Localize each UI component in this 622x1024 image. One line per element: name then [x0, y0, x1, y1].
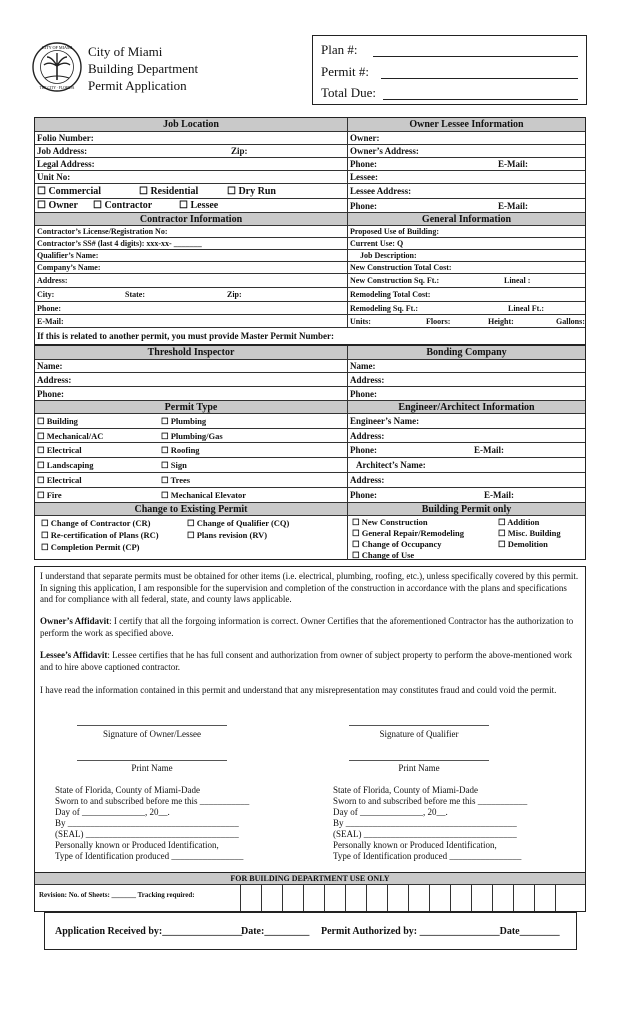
revision-tracking-label: Revision: No. of Sheets: _______ Tracking required:	[39, 891, 195, 899]
tracking-cell[interactable]	[387, 884, 388, 911]
contractor-license-label: Contractor’s License/Registration No:	[37, 227, 168, 236]
lineal-label: Lineal :	[504, 276, 531, 285]
proposed-use-label: Proposed Use of Building:	[350, 227, 439, 236]
folio-number-label: Folio Number:	[37, 133, 94, 143]
permit-roofing-checkbox[interactable]: ☐ Roofing	[161, 445, 200, 455]
permit-understanding-text: I understand that separate permits must be obtained for other items (i.e. electrical, plumbing, roofing, etc.), unless specifically covered by this permit. In signing this application, I am responsible for the supervision and completion of the construction in accordance with the plans and specifications and for compliance with all federal, state, and county laws applicable.	[40, 571, 579, 604]
permit-fire-checkbox[interactable]: ☐ Fire	[37, 490, 62, 500]
lessee-affidavit-text: : Lessee certifies that he has full consent and authorization from owner of subject property to perform the above-mentioned work and to hire above captioned contractor.	[40, 650, 573, 672]
owner-affidavit-title: Owner’s Affidavit	[40, 616, 110, 626]
org-name: City of Miami	[88, 44, 163, 59]
qualifier-notary-block[interactable]	[333, 785, 527, 862]
tracking-cell[interactable]	[471, 884, 472, 911]
engineer-name-label: Engineer’s Name:	[350, 416, 420, 426]
qualifier-name-label: Qualifier’s Name:	[37, 251, 99, 260]
department-use-header: FOR BUILDING DEPARTMENT USE ONLY	[35, 873, 585, 885]
addition-checkbox[interactable]: ☐ Addition	[498, 517, 540, 527]
qualifier-signature-line[interactable]	[349, 725, 489, 726]
contractor-info-header: Contractor Information	[35, 213, 348, 226]
tracking-cell[interactable]	[240, 884, 241, 911]
permit-trees-checkbox[interactable]: ☐ Trees	[161, 475, 191, 485]
owner-email-label: E-Mail:	[498, 159, 528, 169]
notary-line: Personally known or Produced Identification,	[333, 840, 497, 850]
city-seal-logo	[32, 42, 82, 92]
engineer-address-field[interactable]	[348, 429, 585, 443]
qualifier-print-name-label: Print Name	[398, 763, 440, 773]
height-label: Height:	[488, 317, 514, 326]
permit-electrical-2-checkbox[interactable]: ☐ Electrical	[37, 475, 82, 485]
lessee-affidavit-paragraph	[40, 650, 579, 673]
change-occupancy-checkbox[interactable]: ☐ Change of Occupancy	[352, 539, 442, 549]
threshold-inspector-header: Threshold Inspector	[35, 346, 348, 359]
new-construction-sqft-label: New Construction Sq. Ft.:	[350, 276, 440, 285]
inspector-address-label: Address:	[37, 375, 72, 385]
recertification-checkbox[interactable]: ☐ Re-certification of Plans (RC)	[41, 530, 159, 540]
permit-type-header: Permit Type	[35, 401, 348, 414]
affidavit-section	[34, 566, 586, 884]
permit-plumbing-gas-checkbox[interactable]: ☐ Plumbing/Gas	[161, 431, 223, 441]
new-construction-sqft-field[interactable]	[348, 274, 585, 288]
total-due-label: Total Due:	[321, 85, 377, 100]
applicant-owner-checkbox[interactable]: ☐ Owner	[37, 200, 78, 211]
notary-line: Sworn to and subscribed before me this ___________	[333, 796, 528, 806]
plan-number-label: Plan #:	[321, 42, 358, 57]
notary-line: (SEAL) __________________________________	[333, 829, 517, 839]
bonding-phone-label: Phone:	[350, 389, 377, 399]
notary-line: Day of ______________, 20__.	[333, 807, 448, 817]
architect-address-label: Address:	[350, 475, 385, 485]
owner-signature-label: Signature of Owner/Lessee	[103, 729, 201, 739]
plans-revision-checkbox[interactable]: ☐ Plans revision (RV)	[187, 530, 268, 540]
company-name-label: Company’s Name:	[37, 263, 101, 272]
notary-line: By ______________________________________	[55, 818, 239, 828]
architect-email-label: E-Mail:	[484, 490, 514, 500]
tracking-cell[interactable]	[324, 884, 325, 911]
inspector-permit-type-section	[34, 345, 586, 560]
contractor-phone-label: Phone:	[37, 304, 61, 313]
demolition-checkbox[interactable]: ☐ Demolition	[498, 539, 548, 549]
job-description-label: Job Description:	[360, 251, 417, 260]
permit-mechanical-ac-checkbox[interactable]: ☐ Mechanical/AC	[37, 431, 104, 441]
plan-number-field[interactable]	[373, 56, 578, 57]
change-qualifier-checkbox[interactable]: ☐ Change of Qualifier (CQ)	[187, 518, 290, 528]
authorized-by-field[interactable]: Permit Authorized by: ________________Date________	[321, 926, 560, 937]
owner-signature-line[interactable]	[77, 725, 227, 726]
job-zip-label: Zip:	[231, 146, 248, 156]
form-title: Permit Application	[88, 78, 187, 93]
tracking-cell[interactable]	[513, 884, 514, 911]
engineer-name-field[interactable]	[348, 414, 585, 429]
notary-line: State of Florida, County of Miami-Dade	[333, 785, 478, 795]
inspector-phone-label: Phone:	[37, 389, 64, 399]
new-construction-cost-label: New Construction Total Cost:	[350, 263, 452, 272]
master-permit-note: If this is related to another permit, you must provide Master Permit Number:	[37, 331, 335, 341]
seal-top-text: CITY OF MIAMI	[41, 45, 73, 51]
tracking-cell[interactable]	[534, 884, 535, 911]
remodeling-cost-label: Remodeling Total Cost:	[350, 290, 431, 299]
applicant-lessee-checkbox[interactable]: ☐ Lessee	[179, 200, 219, 211]
contractor-city-label: City:	[37, 290, 55, 299]
bonding-address-field[interactable]	[348, 373, 585, 387]
change-contractor-checkbox[interactable]: ☐ Change of Contractor (CR)	[41, 518, 151, 528]
permit-mechanical-elevator-checkbox[interactable]: ☐ Mechanical Elevator	[161, 490, 247, 500]
dry-run-checkbox[interactable]: ☐ Dry Run	[227, 186, 276, 197]
tracking-cell[interactable]	[450, 884, 451, 911]
inspector-name-label: Name:	[37, 361, 63, 371]
lessee-email-label: E-Mail:	[498, 201, 528, 211]
new-construction-checkbox[interactable]: ☐ New Construction	[352, 517, 428, 527]
owner-phone-label: Phone:	[350, 159, 377, 169]
bonding-phone-field[interactable]	[348, 387, 585, 401]
permit-electrical-checkbox[interactable]: ☐ Electrical	[37, 445, 82, 455]
notary-line: Day of ______________, 20__.	[55, 807, 170, 817]
lessee-address-label: Lessee Address:	[350, 186, 412, 196]
completion-permit-checkbox[interactable]: ☐ Completion Permit (CP)	[41, 542, 140, 552]
owner-affidavit-text: : I certify that all the forgoing information is correct. Owner Certifies that the aforementioned Contractor has the authorization to perform the work as specified above.	[40, 616, 574, 638]
unit-no-label: Unit No:	[37, 172, 71, 182]
architect-phone-field[interactable]	[348, 488, 585, 503]
bonding-company-header: Bonding Company	[348, 346, 585, 359]
tracking-cell[interactable]	[408, 884, 409, 911]
bonding-address-label: Address:	[350, 375, 385, 385]
owner-lessee-header: Owner Lessee Information	[348, 118, 585, 131]
applicant-contractor-checkbox[interactable]: ☐ Contractor	[93, 200, 153, 211]
permit-sign-checkbox[interactable]: ☐ Sign	[161, 460, 187, 470]
lessee-phone-label: Phone:	[350, 201, 377, 211]
engineer-architect-header: Engineer/Architect Information	[348, 401, 585, 414]
misrepresentation-text: I have read the information contained in this permit and understand that any misrepresentation may constitutes fraud and could void the permit.	[40, 685, 557, 695]
permit-plumbing-checkbox[interactable]: ☐ Plumbing	[161, 416, 207, 426]
units-label: Units:	[350, 317, 371, 326]
job-location-header: Job Location	[35, 118, 348, 131]
owner-print-name-label: Print Name	[131, 763, 173, 773]
tracking-cell[interactable]	[261, 884, 262, 911]
contractor-ss-label: Contractor’s SS# (last 4 digits): xxx-xx- _______	[37, 239, 202, 248]
tracking-cell[interactable]	[429, 884, 430, 911]
lessee-address-field[interactable]	[348, 184, 585, 199]
bonding-name-label: Name:	[350, 361, 376, 371]
notary-line: Personally known or Produced Identification,	[55, 840, 219, 850]
tracking-cell[interactable]	[555, 884, 556, 911]
lessee-phone-field[interactable]	[348, 199, 585, 213]
seal-bottom-text: THE CITY · FLORIDA	[39, 86, 75, 90]
permit-number-label: Permit #:	[321, 64, 370, 79]
remodeling-cost-field[interactable]	[348, 288, 585, 302]
engineer-phone-label: Phone:	[350, 445, 377, 455]
contractor-email-label: E-Mail:	[37, 317, 64, 326]
notary-line: Type of Identification produced ________________	[55, 851, 244, 861]
current-use-label: Current Use: Q	[350, 239, 404, 248]
architect-name-field[interactable]	[348, 458, 585, 473]
change-use-checkbox[interactable]: ☐ Change of Use	[352, 550, 415, 560]
commercial-checkbox[interactable]: ☐ Commercial	[37, 186, 102, 197]
tracking-cell[interactable]	[303, 884, 304, 911]
notary-line: By ______________________________________	[333, 818, 517, 828]
department-use-section	[34, 872, 586, 912]
tracking-cell[interactable]	[366, 884, 367, 911]
owner-affidavit-paragraph	[40, 616, 579, 639]
inspector-phone-field[interactable]	[35, 387, 348, 401]
permit-landscaping-checkbox[interactable]: ☐ Landscaping	[37, 460, 94, 470]
general-repair-checkbox[interactable]: ☐ General Repair/Remodeling	[352, 528, 464, 538]
tracking-cell[interactable]	[282, 884, 283, 911]
department-name: Building Department	[88, 61, 199, 76]
inspector-address-field[interactable]	[35, 373, 348, 387]
contractor-address-field[interactable]	[35, 274, 348, 288]
lineal-ft-label: Lineal Ft.:	[508, 304, 544, 313]
received-by-field[interactable]: Application Received by:________________	[55, 926, 243, 937]
change-existing-permit-header: Change to Existing Permit	[35, 503, 348, 516]
qualifier-signature-label: Signature of Qualifier	[379, 729, 459, 739]
building-permit-only-header: Building Permit only	[348, 503, 585, 516]
owner-label: Owner:	[350, 133, 380, 143]
received-date-field[interactable]: Date:_________	[241, 926, 310, 937]
engineer-address-label: Address:	[350, 431, 385, 441]
floors-label: Floors:	[426, 317, 451, 326]
permit-building-checkbox[interactable]: ☐ Building	[37, 416, 78, 426]
general-info-header: General Information	[348, 213, 585, 226]
job-address-label: Job Address:	[37, 146, 88, 156]
tracking-cell[interactable]	[345, 884, 346, 911]
contractor-zip-label: Zip:	[227, 290, 242, 299]
qualifier-print-name-line[interactable]	[349, 760, 489, 761]
architect-address-field[interactable]	[348, 473, 585, 488]
permit-number-box	[312, 35, 587, 105]
owner-print-name-line[interactable]	[77, 760, 227, 761]
lessee-affidavit-title: Lessee’s Affidavit	[40, 650, 108, 660]
owners-address-label: Owner’s Address:	[350, 146, 419, 156]
application-received-box	[44, 912, 577, 950]
notary-line: Sworn to and subscribed before me this ___________	[55, 796, 250, 806]
residential-checkbox[interactable]: ☐ Residential	[139, 186, 199, 197]
gallons-label: Gallons:	[556, 317, 585, 326]
engineer-phone-field[interactable]	[348, 443, 585, 458]
total-due-field[interactable]	[383, 99, 578, 100]
job-owner-contractor-section	[34, 117, 586, 345]
remodeling-sqft-label: Remodeling Sq. Ft.:	[350, 304, 418, 313]
legal-address-label: Legal Address:	[37, 159, 95, 169]
architect-phone-label: Phone:	[350, 490, 377, 500]
master-permit-field[interactable]	[35, 328, 585, 345]
misc-building-checkbox[interactable]: ☐ Misc. Building	[498, 528, 561, 538]
engineer-email-label: E-Mail:	[474, 445, 504, 455]
tracking-cell[interactable]	[492, 884, 493, 911]
notary-line: Type of Identification produced ________________	[333, 851, 522, 861]
architect-name-label: Architect’s Name:	[356, 460, 426, 470]
permit-number-field[interactable]	[381, 78, 578, 79]
contractor-address-label: Address:	[37, 276, 68, 285]
contractor-city-field[interactable]	[35, 288, 348, 302]
contractor-state-label: State:	[125, 290, 145, 299]
lessee-label: Lessee:	[350, 172, 378, 182]
notary-line: (SEAL) __________________________________	[55, 829, 239, 839]
notary-line: State of Florida, County of Miami-Dade	[55, 785, 200, 795]
owner-notary-block[interactable]	[55, 785, 249, 862]
